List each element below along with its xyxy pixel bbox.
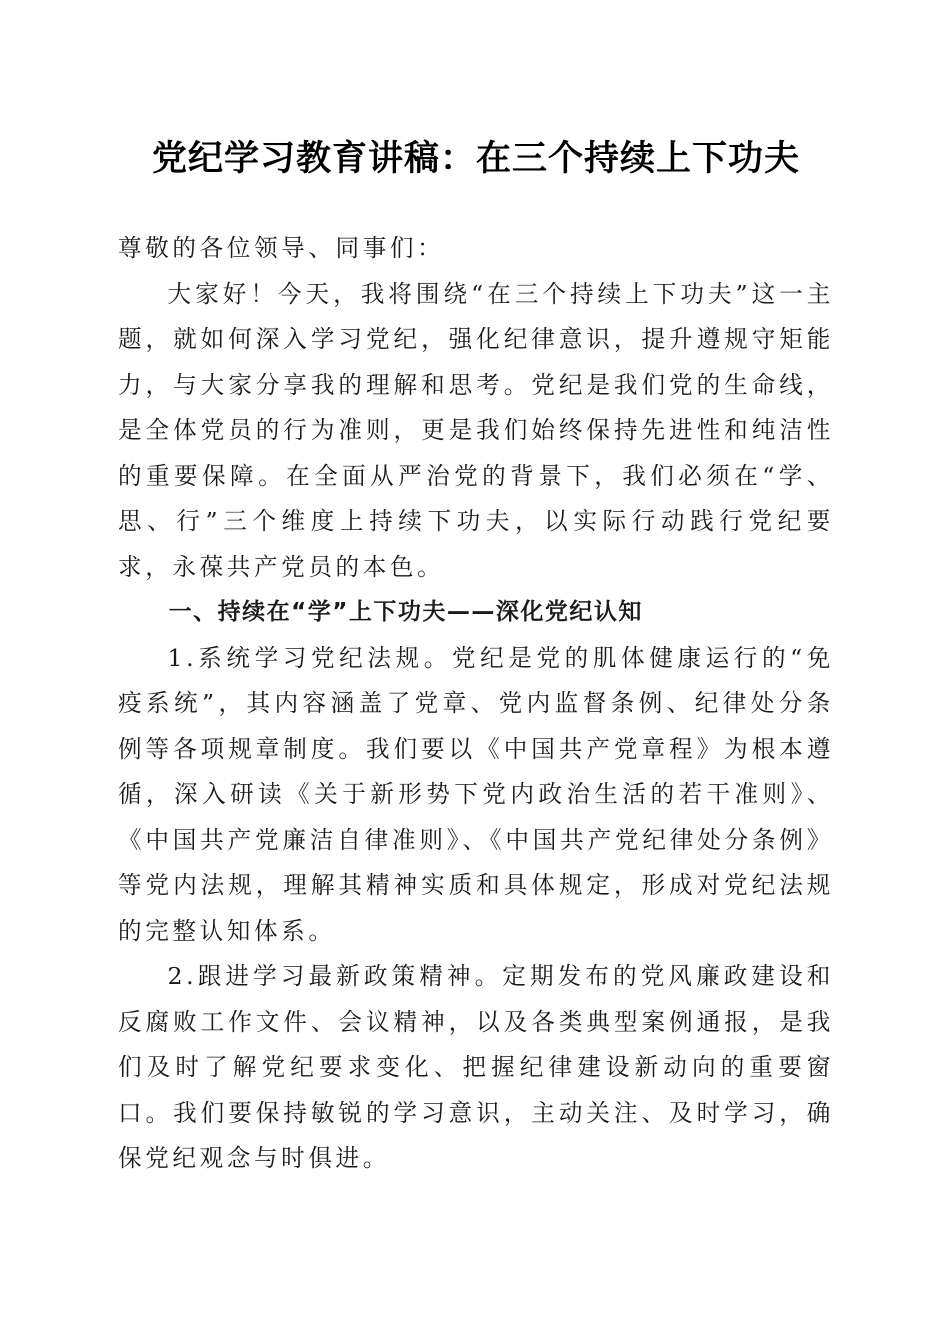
section-heading-1: 一、持续在“学”上下功夫——深化党纪认知 — [168, 599, 643, 625]
intro-paragraph: 大家好！今天，我将围绕“在三个持续上下功夫”这一主题，就如何深入学习党纪，强化纪律意识，提升遵规守矩能力，与大家分享我的理解和思考。党纪是我们党的生命线，是全体党员的行为准则，更是我们始终保持先进性和纯洁性的重要保障。在全面从严治党的背景下，我们必须在“学、思、行”三个维度上持续下功夫，以实际行动践行党纪要求，永葆共产党员的本色。 — [118, 279, 834, 581]
paragraph-item-1: 1.系统学习党纪法规。党纪是党的肌体健康运行的“免疫系统”，其内容涵盖了党章、党内监督条例、纪律处分条例等各项规章制度。我们要以《中国共产党章程》为根本遵循，深入研读《关于新形势下党内政治生活的若干准则》、《中国共产党廉洁自律准则》、《中国共产党纪律处分条例》等党内法规，理解其精神实质和具体规定，形成对党纪法规的完整认知体系。 — [118, 643, 834, 945]
salutation: 尊敬的各位领导、同事们： — [118, 234, 445, 262]
document-body — [118, 226, 834, 1182]
paragraph-item-2: 2.跟进学习最新政策精神。定期发布的党风廉政建设和反腐败工作文件、会议精神，以及各类典型案例通报，是我们及时了解党纪要求变化、把握纪律建设新动向的重要窗口。我们要保持敏锐的学习意识，主动关注、及时学习，确保党纪观念与时俱进。 — [118, 962, 834, 1172]
document-page — [118, 130, 834, 1182]
document-title: 党纪学习教育讲稿：在三个持续上下功夫 — [151, 138, 800, 179]
